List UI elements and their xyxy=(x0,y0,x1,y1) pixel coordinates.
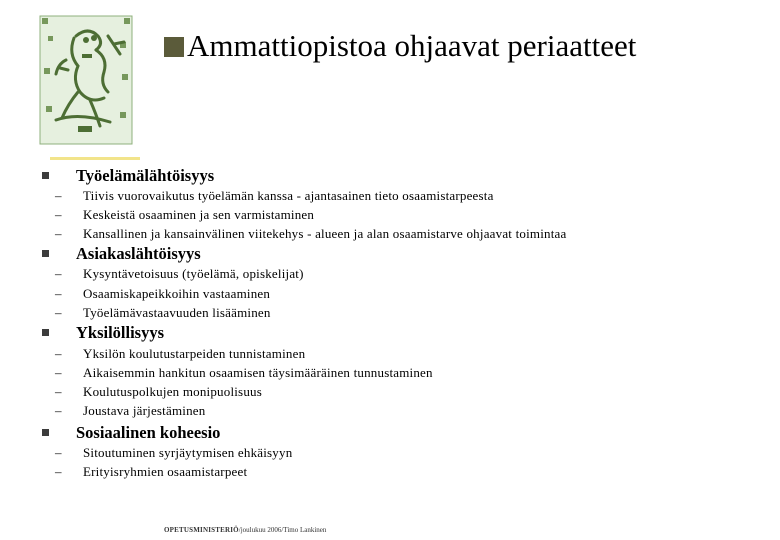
ministry-logo xyxy=(38,14,134,146)
title-row xyxy=(164,28,636,64)
section-bullet xyxy=(42,329,49,336)
dash: – xyxy=(55,286,62,301)
section-bullet xyxy=(42,250,49,257)
list-item-text: Sitoutuminen syrjäytymisen ehkäisyyn xyxy=(83,445,293,460)
section-title: Yksilöllisyys xyxy=(76,323,165,342)
dash: – xyxy=(55,305,62,320)
dash: – xyxy=(55,464,62,479)
list-item-text: Työelämävastaavuuden lisääminen xyxy=(83,305,271,320)
dash: – xyxy=(55,226,62,241)
dash: – xyxy=(55,403,62,418)
footer xyxy=(164,526,326,535)
dash: – xyxy=(55,365,62,380)
dash: – xyxy=(55,188,62,203)
list-item-text: Koulutuspolkujen monipuolisuus xyxy=(83,384,262,399)
dash: – xyxy=(55,266,62,281)
list-item-text: Osaamiskapeikkoihin vastaaminen xyxy=(83,286,271,301)
section-title: Asiakaslähtöisyys xyxy=(76,244,201,263)
section-title: Työelämälähtöisyys xyxy=(76,166,215,185)
footer-note: /joulukuu 2006/Timo Lankinen xyxy=(238,526,327,534)
list-item-text: Erityisryhmien osaamistarpeet xyxy=(83,464,248,479)
title-bullet-square xyxy=(164,37,184,57)
dash: – xyxy=(55,384,62,399)
dash: – xyxy=(55,346,62,361)
dash: – xyxy=(55,445,62,460)
footer-org: OPETUSMINISTERIÖ xyxy=(164,526,239,534)
dash: – xyxy=(55,207,62,222)
section-bullet xyxy=(42,172,49,179)
list-item-text: Tiivis vuorovaikutus työelämän kanssa - ajantasainen tieto osaamistarpeesta xyxy=(83,188,494,203)
list-item-text: Aikaisemmin hankitun osaamisen täysimääräinen tunnustaminen xyxy=(83,365,433,380)
list-item-text: Kansallinen ja kansainvälinen viitekehys - alueen ja alan osaamistarve ohjaavat toimintaa xyxy=(83,226,567,241)
list-item-text: Yksilön koulutustarpeiden tunnistaminen xyxy=(83,346,306,361)
list-item-text: Joustava järjestäminen xyxy=(83,403,206,418)
list-item-text: Keskeistä osaaminen ja sen varmistaminen xyxy=(83,207,315,222)
page-title: Ammattiopistoa ohjaavat periaatteet xyxy=(187,28,637,63)
list-item-text: Kysyntävetoisuus (työelämä, opiskelijat) xyxy=(83,266,304,281)
section-bullet xyxy=(42,429,49,436)
section-title: Sosiaalinen koheesio xyxy=(76,423,221,442)
logo-underline xyxy=(50,157,140,160)
